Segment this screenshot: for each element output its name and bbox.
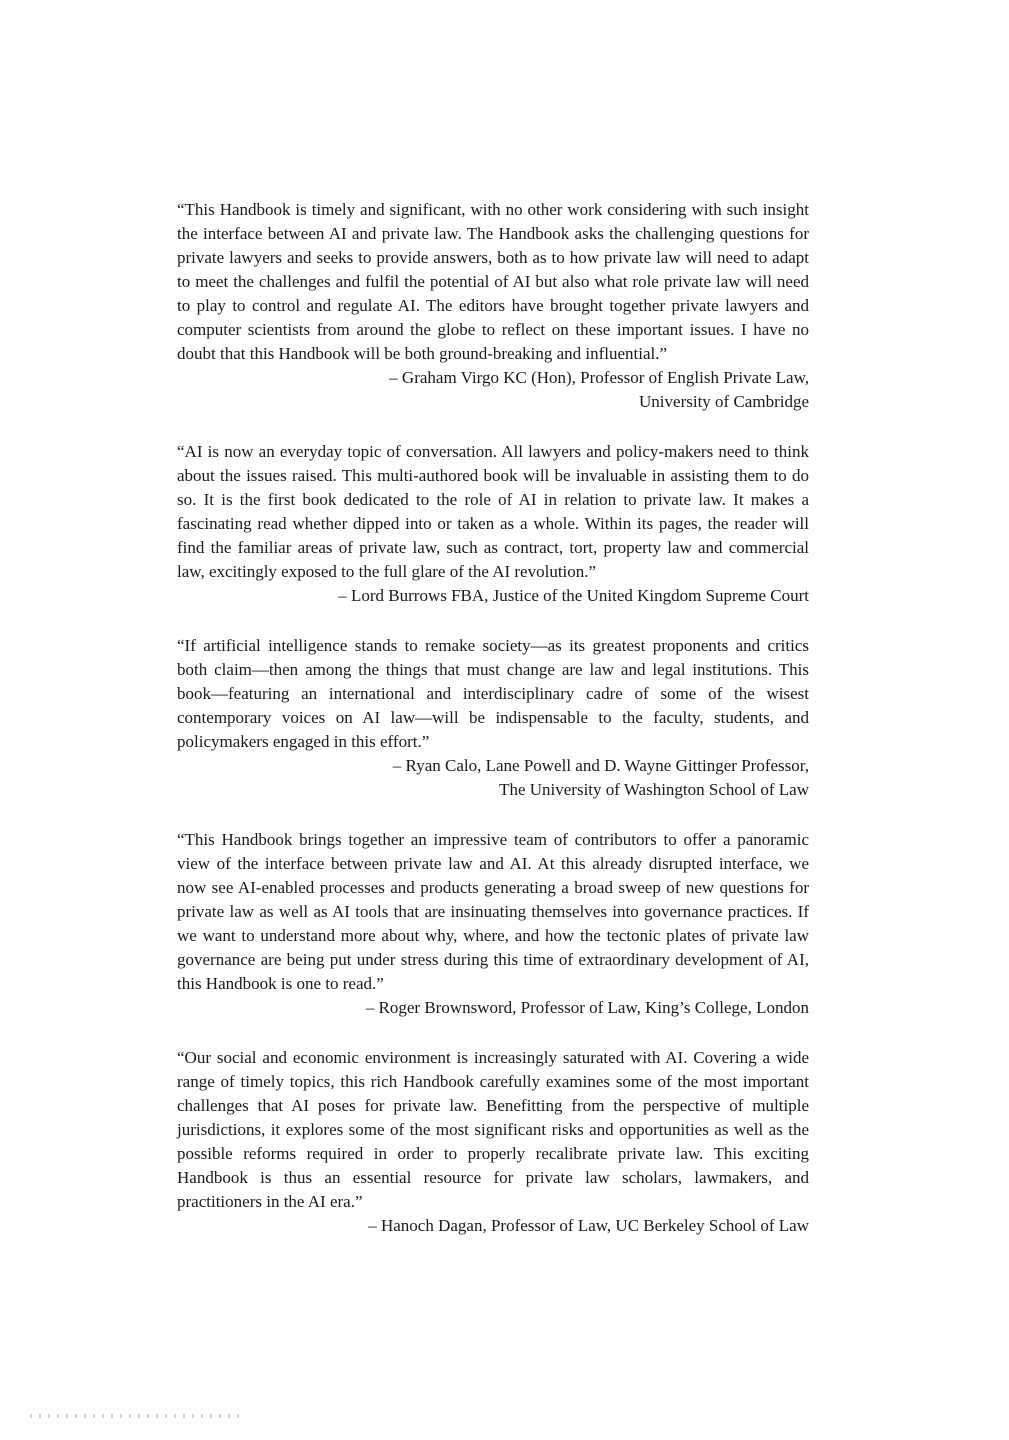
attribution-line: – Graham Virgo KC (Hon), Professor of English Private Law, bbox=[389, 368, 809, 387]
endorsement-3 bbox=[177, 634, 809, 802]
endorsements-page bbox=[177, 198, 809, 1264]
endorsement-quote: “Our social and economic environment is increasingly saturated with AI. Covering a wide range of timely topics, this rich Handbook carefully examines some of the most important challenges that AI poses for private law. Benefitting from the perspective of multiple jurisdictions, it explores some of the most significant risks and opportunities as well as the possible reforms required in order to properly recalibrate private law. This exciting Handbook is thus an essential resource for private law scholars, lawmakers, and practitioners in the AI era.” bbox=[177, 1048, 809, 1211]
endorsement-attribution bbox=[177, 996, 809, 1020]
endorsement-attribution bbox=[177, 366, 809, 414]
attribution-line: – Lord Burrows FBA, Justice of the United Kingdom Supreme Court bbox=[338, 586, 809, 605]
endorsement-1 bbox=[177, 198, 809, 414]
endorsement-quote: “If artificial intelligence stands to remake society—as its greatest proponents and critics both claim—then among the things that must change are law and legal institutions. This book—featuring an international and interdisciplinary cadre of some of the wisest contemporary voices on AI law—will be indispensable to the faculty, students, and policymakers engaged in this effort.” bbox=[177, 636, 809, 751]
endorsement-attribution bbox=[177, 584, 809, 608]
attribution-line: – Ryan Calo, Lane Powell and D. Wayne Gittinger Professor, bbox=[392, 756, 809, 775]
endorsement-4 bbox=[177, 828, 809, 1020]
attribution-line: University of Cambridge bbox=[639, 392, 809, 411]
attribution-line: The University of Washington School of Law bbox=[499, 780, 809, 799]
endorsement-attribution bbox=[177, 754, 809, 802]
attribution-line: – Roger Brownsword, Professor of Law, King’s College, London bbox=[365, 998, 809, 1017]
attribution-line: – Hanoch Dagan, Professor of Law, UC Berkeley School of Law bbox=[368, 1216, 809, 1235]
footer-print-mark bbox=[30, 1414, 245, 1418]
endorsement-quote: “AI is now an everyday topic of conversation. All lawyers and policy-makers need to think about the issues raised. This multi-authored book will be invaluable in assisting them to do so. It is the first book dedicated to the role of AI in relation to private law. It makes a fascinating read whether dipped into or taken as a whole. Within its pages, the reader will find the familiar areas of private law, such as contract, tort, property law and commercial law, excitingly exposed to the full glare of the AI revolution.” bbox=[177, 442, 809, 581]
endorsement-5 bbox=[177, 1046, 809, 1238]
endorsement-2 bbox=[177, 440, 809, 608]
endorsement-attribution bbox=[177, 1214, 809, 1238]
endorsement-quote: “This Handbook is timely and significant, with no other work considering with such insight the interface between AI and private law. The Handbook asks the challenging questions for private lawyers and seeks to provide answers, both as to how private law will need to adapt to meet the challenges and fulfil the potential of AI but also what role private law will need to play to control and regulate AI. The editors have brought together private lawyers and computer scientists from around the globe to reflect on these important issues. I have no doubt that this Handbook will be both ground-breaking and influential.” bbox=[177, 200, 809, 363]
endorsement-quote: “This Handbook brings together an impressive team of contributors to offer a panoramic view of the interface between private law and AI. At this already disrupted interface, we now see AI-enabled processes and products generating a broad sweep of new questions for private law as well as AI tools that are insinuating themselves into governance practices. If we want to understand more about why, where, and how the tectonic plates of private law governance are being put under stress during this time of extraordinary development of AI, this Handbook is one to read.” bbox=[177, 830, 809, 993]
